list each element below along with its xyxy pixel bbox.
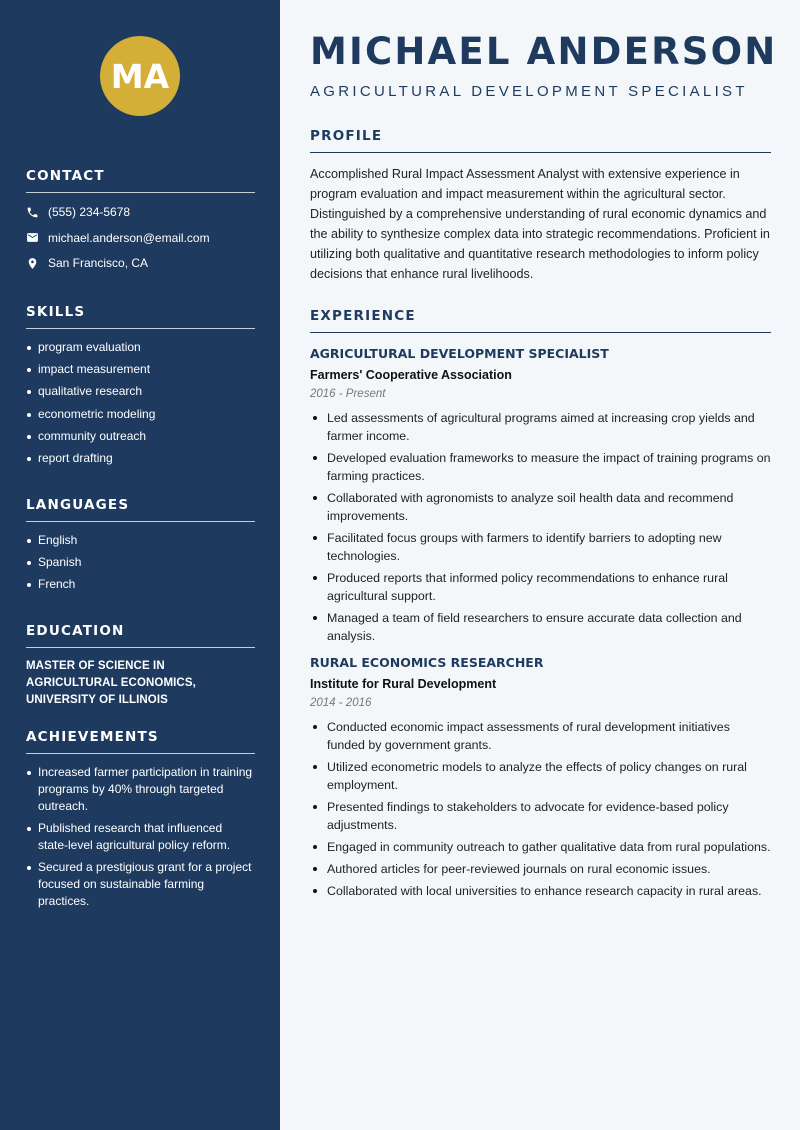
contact-section bbox=[26, 168, 255, 272]
achievement-item: Published research that influenced state-level agricultural policy reform. bbox=[26, 820, 255, 854]
skill-item: impact measurement bbox=[26, 361, 255, 378]
job-bullet: Engaged in community outreach to gather qualitative data from rural populations. bbox=[310, 838, 771, 856]
job-bullet: Authored articles for peer-reviewed journals on rural economic issues. bbox=[310, 860, 771, 878]
email-text: michael.anderson@email.com bbox=[48, 230, 210, 245]
phone-text: (555) 234-5678 bbox=[48, 205, 131, 219]
location-pin-icon bbox=[26, 257, 39, 270]
job-dates: 2016 - Present bbox=[310, 388, 386, 400]
skill-item: qualitative research bbox=[26, 383, 255, 400]
job-title: RURAL ECONOMICS RESEARCHER bbox=[310, 655, 544, 670]
achievement-item: Increased farmer participation in training programs by 40% through targeted outreach. bbox=[26, 764, 255, 815]
profile-heading: PROFILE bbox=[310, 128, 771, 153]
language-item: French bbox=[26, 576, 255, 593]
job-title: AGRICULTURAL DEVELOPMENT SPECIALIST bbox=[310, 346, 609, 361]
location-text: San Francisco, CA bbox=[48, 256, 149, 270]
job-bullet: Utilized econometric models to analyze the effects of policy changes on rural employment. bbox=[310, 758, 771, 794]
language-item: English bbox=[26, 532, 255, 549]
email-icon bbox=[26, 231, 39, 244]
job-bullet: Produced reports that informed policy recommendations to enhance rural agricultural support. bbox=[310, 569, 771, 605]
profile-section bbox=[310, 128, 771, 284]
job-bullet: Presented findings to stakeholders to advocate for evidence-based policy adjustments. bbox=[310, 798, 771, 834]
skills-heading: SKILLS bbox=[26, 304, 255, 329]
education-heading: EDUCATION bbox=[26, 623, 255, 648]
candidate-title: AGRICULTURAL DEVELOPMENT SPECIALIST bbox=[310, 83, 748, 100]
skill-item: report drafting bbox=[26, 450, 255, 467]
skill-item: community outreach bbox=[26, 428, 255, 445]
job-bullet: Collaborated with local universities to enhance research capacity in rural areas. bbox=[310, 882, 771, 900]
languages-list bbox=[26, 532, 255, 593]
achievements-list bbox=[26, 764, 255, 910]
phone-icon bbox=[26, 206, 39, 219]
experience-section bbox=[310, 308, 771, 904]
skill-item: econometric modeling bbox=[26, 406, 255, 423]
education-section bbox=[26, 623, 255, 709]
job-company: Institute for Rural Development bbox=[310, 677, 497, 691]
job-bullet: Developed evaluation frameworks to measure the impact of training programs on farming practices. bbox=[310, 449, 771, 485]
achievements-section bbox=[26, 729, 255, 916]
skill-item: program evaluation bbox=[26, 339, 255, 356]
language-item: Spanish bbox=[26, 554, 255, 571]
job-bullets bbox=[310, 409, 771, 645]
job-company: Farmers' Cooperative Association bbox=[310, 368, 512, 382]
job-bullet: Facilitated focus groups with farmers to identify barriers to adopting new technologies. bbox=[310, 529, 771, 565]
job-entry bbox=[310, 655, 771, 900]
skills-list bbox=[26, 339, 255, 467]
profile-summary: Accomplished Rural Impact Assessment Analyst with extensive experience in program evaluation and impact measurement within the agricultural sector. Distinguished by a comprehensive understanding of rural economic dynamics and the ability to synthesize complex data into strategic recommendations. Proficient in utilizing both qualitative and quantitative research methodologies to inform policy decisions that enhance rural livelihoods. bbox=[310, 167, 770, 281]
languages-heading: LANGUAGES bbox=[26, 497, 255, 522]
job-bullet: Collaborated with agronomists to analyze soil health data and recommend improvements. bbox=[310, 489, 771, 525]
achievements-heading: ACHIEVEMENTS bbox=[26, 729, 255, 754]
avatar: MA bbox=[100, 36, 180, 116]
contact-location bbox=[26, 254, 255, 272]
contact-heading: CONTACT bbox=[26, 168, 255, 193]
contact-phone bbox=[26, 203, 255, 221]
experience-heading: EXPERIENCE bbox=[310, 308, 771, 333]
job-bullets bbox=[310, 718, 771, 900]
candidate-name: MICHAEL ANDERSON bbox=[310, 30, 778, 73]
contact-email bbox=[26, 229, 255, 247]
job-entry bbox=[310, 346, 771, 645]
job-bullet: Managed a team of field researchers to ensure accurate data collection and analysis. bbox=[310, 609, 771, 645]
job-dates: 2014 - 2016 bbox=[310, 697, 372, 709]
achievement-item: Secured a prestigious grant for a project focused on sustainable farming practices. bbox=[26, 859, 255, 910]
skills-section bbox=[26, 304, 255, 472]
job-bullet: Conducted economic impact assessments of rural development initiatives funded by government grants. bbox=[310, 718, 771, 754]
languages-section bbox=[26, 497, 255, 599]
job-bullet: Led assessments of agricultural programs aimed at increasing crop yields and farmer income. bbox=[310, 409, 771, 445]
sidebar bbox=[0, 0, 280, 1130]
education-degree: MASTER OF SCIENCE IN AGRICULTURAL ECONOMICS, UNIVERSITY OF ILLINOIS bbox=[26, 660, 196, 706]
